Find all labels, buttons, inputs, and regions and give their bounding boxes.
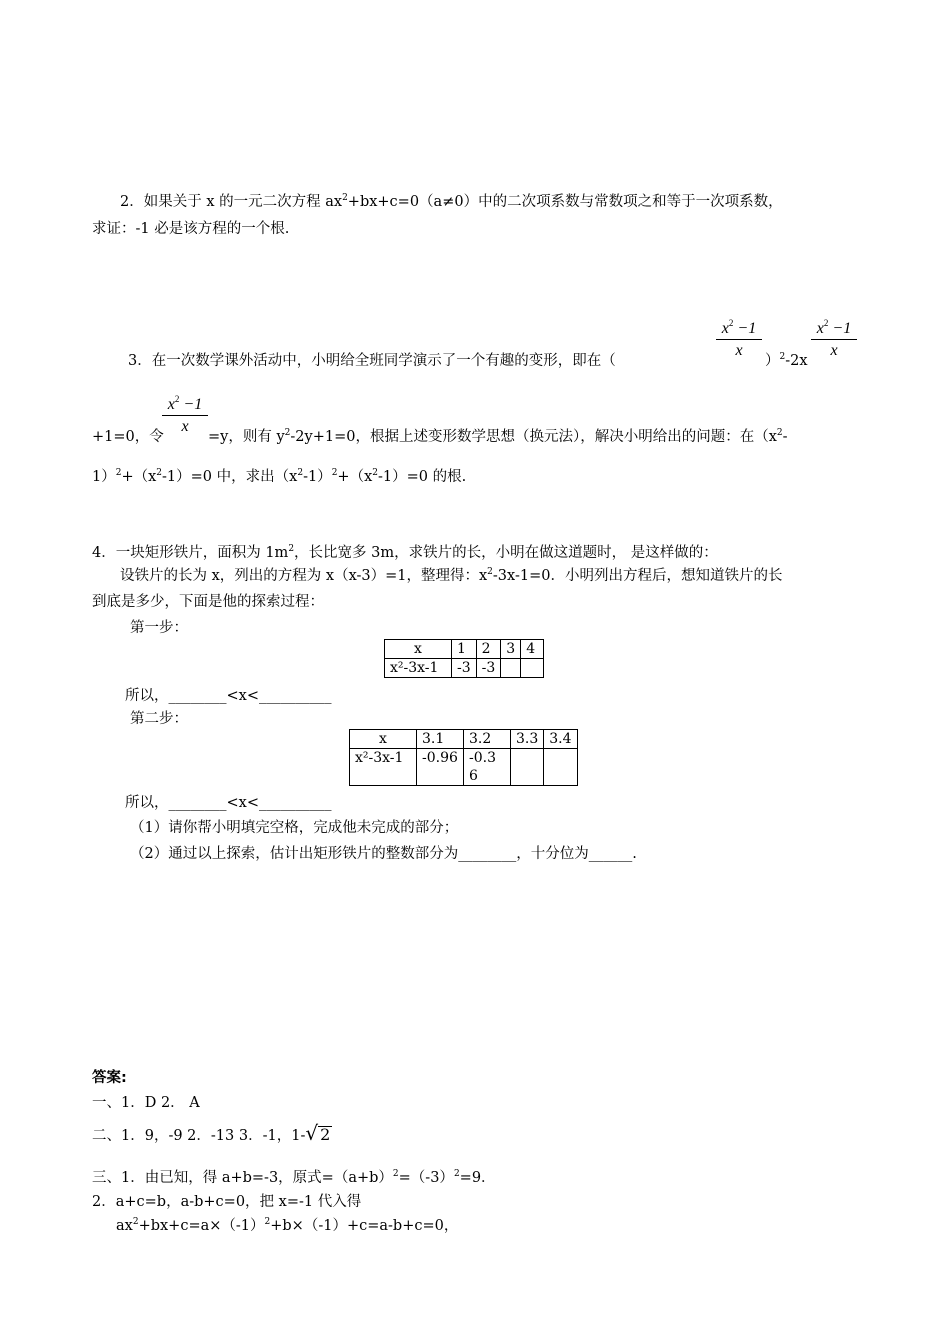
fraction-1: $x^2 -1$ x (716, 320, 762, 360)
fraction-3: $x^2 -1$ x (162, 396, 208, 436)
answer-line-3: 三、1．由已知，得 a+b=-3，原式$=(a+b)^2=(-3)^2=9$． (92, 1169, 496, 1186)
answer-line-1: 一、1．D 2． A (92, 1095, 200, 1111)
answers-heading: 答案: (92, 1070, 127, 1086)
q3-line2a: +1=0，令 (92, 429, 164, 445)
q3-line3: $1)^2+(x^2-1)=0$ 中，求出$(x^2-1)^2+(x^2-1)=0$ 的根. (92, 468, 467, 485)
q4-line2: 设铁片的长为 x，列出的方程为 x（x-3）=1，整理得：$x^2-3x-1=0$．小明列出方程后，想知道铁片的长 (120, 567, 783, 584)
table-row: x 1 2 3 4 (385, 640, 544, 659)
answer-line-2: 二、1．9，-9 2．-13 3．-1，1-√ 2 (92, 1121, 331, 1145)
answer-line-4: 2．a+c=b，a-b+c=0，把 x=-1 代入得 (92, 1194, 362, 1210)
table-row: x 3.1 3.2 3.3 3.4 (350, 730, 578, 749)
table-step1 (384, 639, 544, 678)
so-line-2: 所以，________<x<__________ (125, 795, 332, 811)
subquestion-1: （1）请你帮小明填完空格，完成他未完成的部分； (130, 820, 459, 836)
fraction-2: $x^2 -1$ x (811, 320, 857, 360)
q4-line3: 到底是多少，下面是他的探索过程： (92, 594, 324, 610)
q3-close: ）$^2$-2x (765, 352, 808, 369)
q2-line2: 求证：-1 必是该方程的一个根. (92, 221, 290, 237)
subquestion-2: （2）通过以上探索，估计出矩形铁片的整数部分为________，十分位为______. (130, 846, 637, 862)
sqrt-symbol: √ 2 (305, 1121, 331, 1145)
table-row: x²-3x-1 -0.96 -0.3 6 (350, 749, 578, 786)
step2-label: 第二步： (130, 711, 188, 727)
step1-label: 第一步： (130, 620, 188, 636)
q4-line1: 4．一块矩形铁片，面积为 $1m^2$，长比宽多 3m，求铁片的长，小明在做这道题时， 是这样做的： (92, 544, 718, 561)
q3-line1: 3．在一次数学课外活动中，小明给全班同学演示了一个有趣的变形，即在（ (128, 353, 616, 369)
q2-line1: 2．如果关于 x 的一元二次方程 $ax^2+bx+c=0(a\ne 0)$中的二次项系数与常数项之和等于一次项系数， (120, 193, 783, 210)
so-line-1: 所以，________<x<__________ (125, 688, 332, 704)
answer-line-5: $ax^2+bx+c=a\times(-1)^2+b\times(-1)+c=a-b+c=0$， (116, 1217, 459, 1234)
table-row: x²-3x-1 -3 -3 (385, 659, 544, 678)
q3-line2: =y，则有 $y^2-2y+1=0$，根据上述变形数学思想（换元法），解决小明给出的问题：在（$x^2-$ (208, 428, 788, 445)
table-step2 (349, 729, 578, 786)
